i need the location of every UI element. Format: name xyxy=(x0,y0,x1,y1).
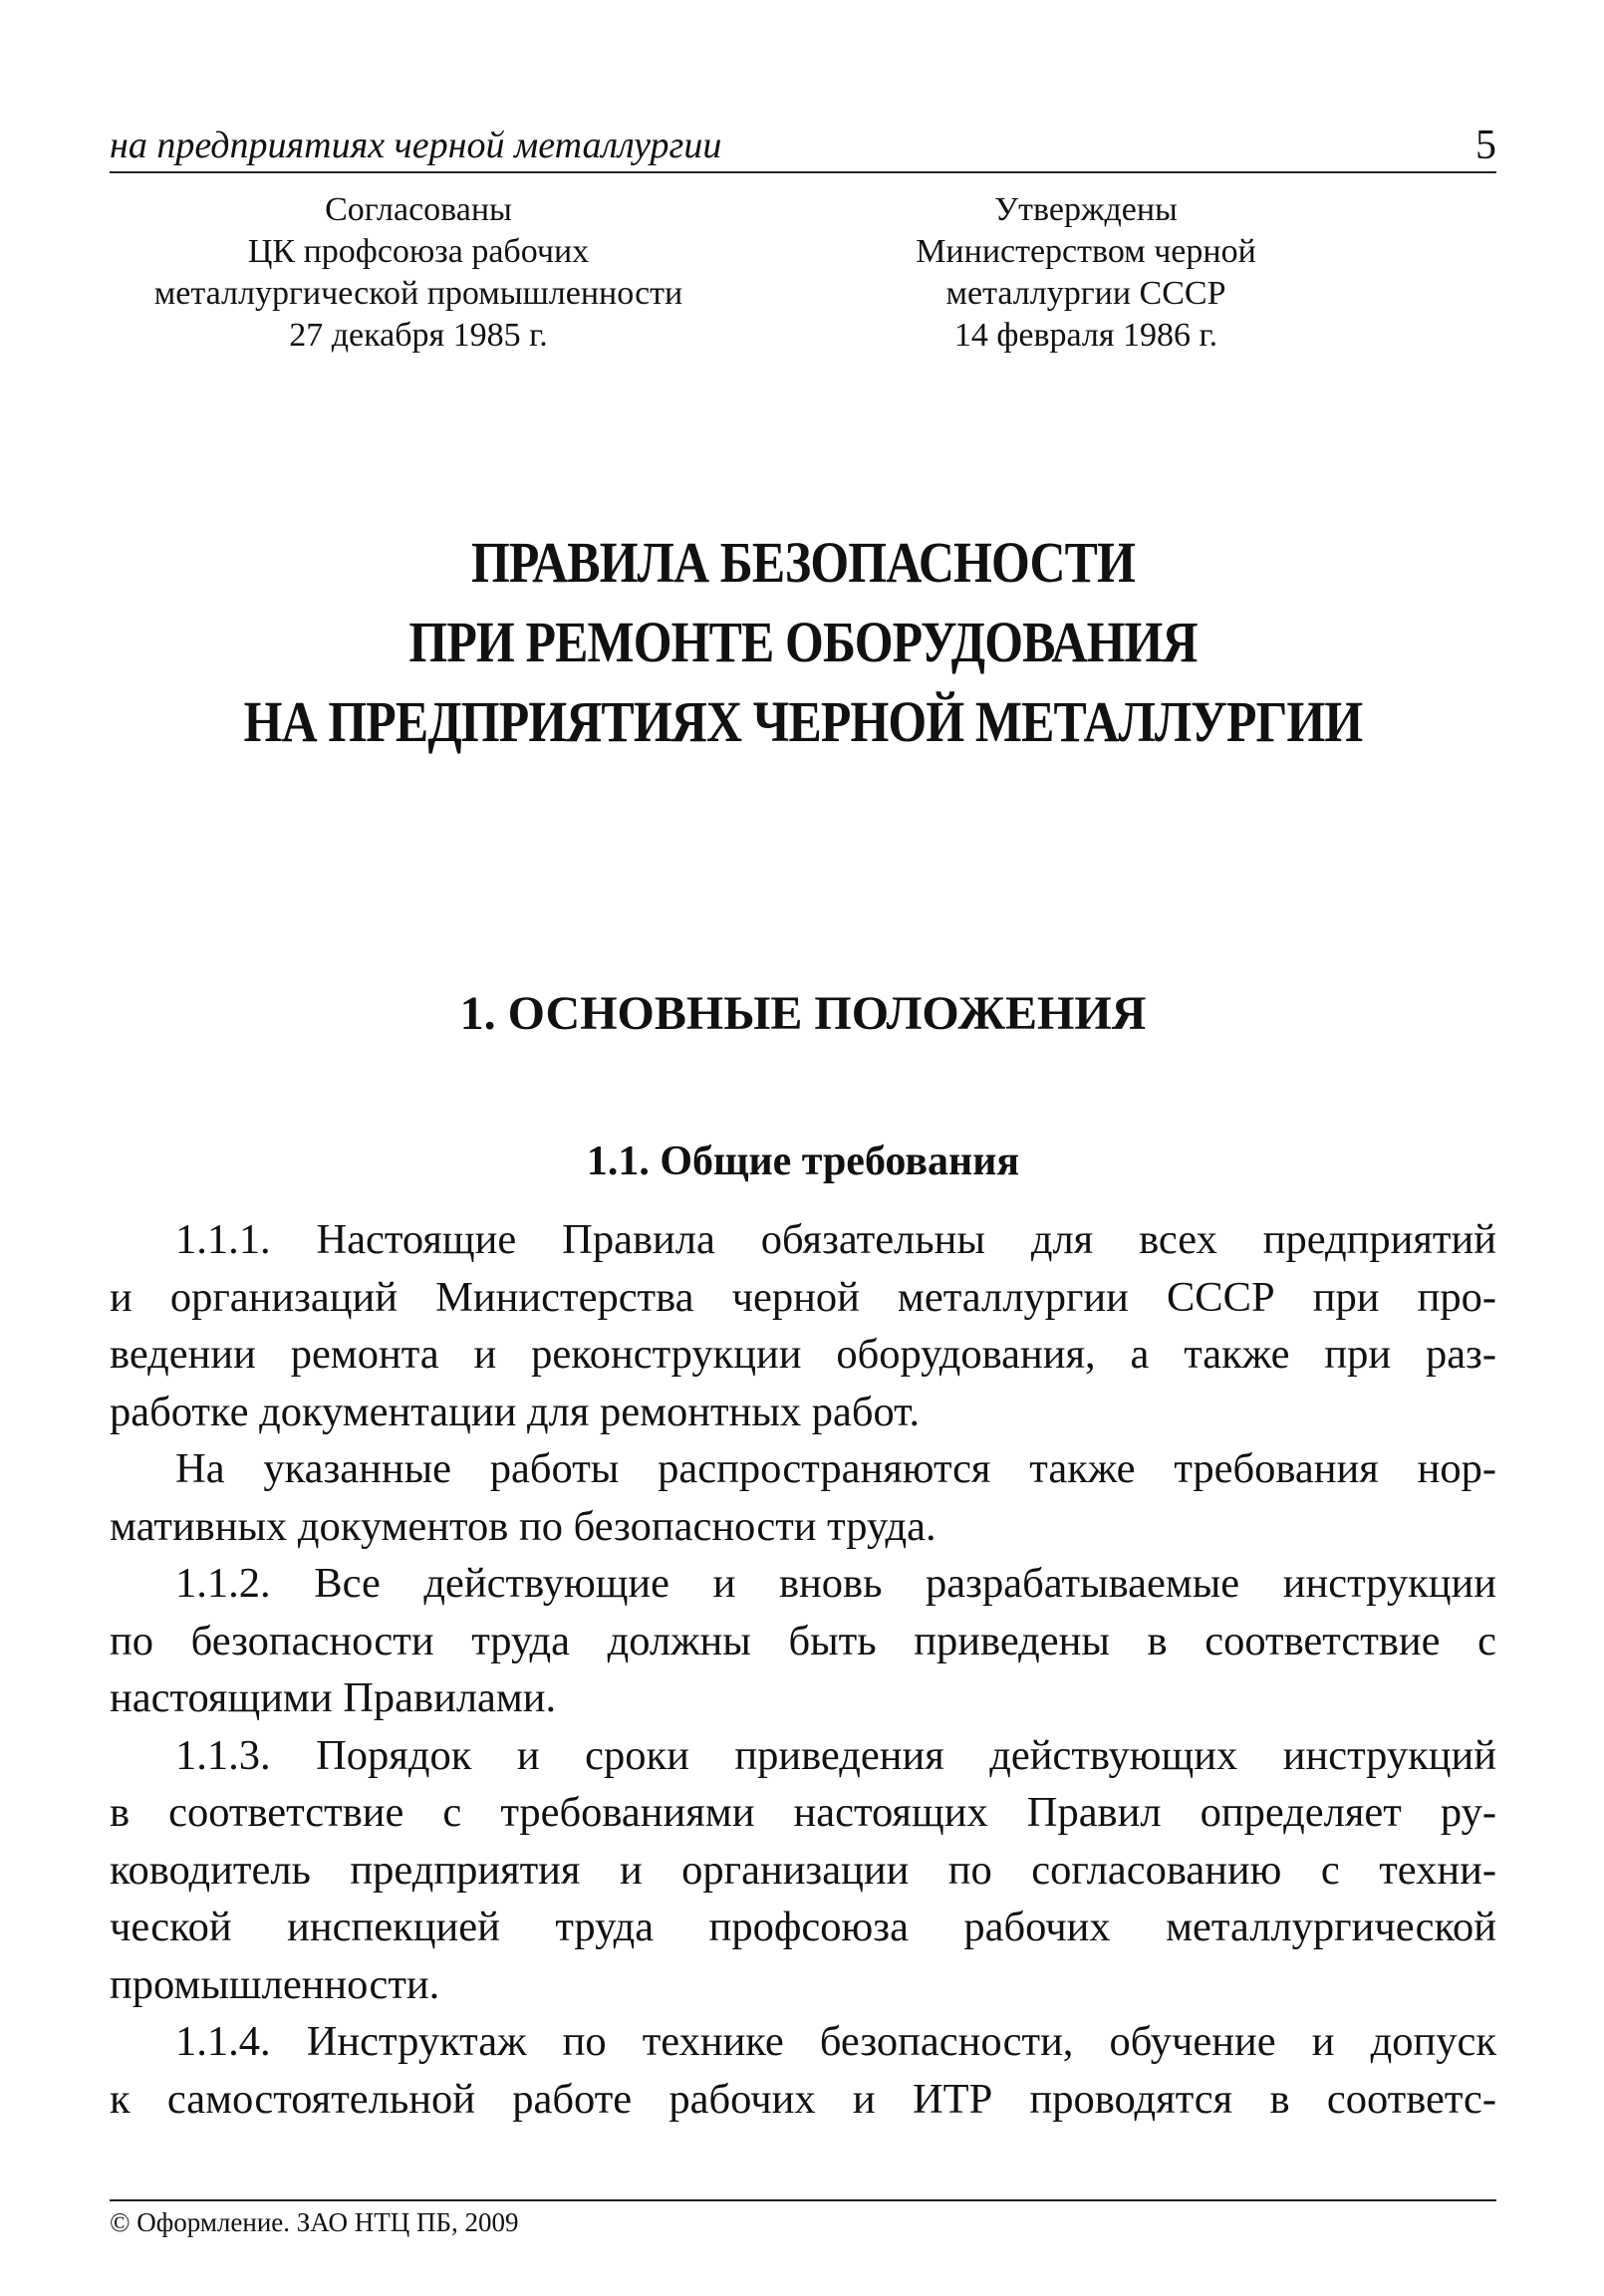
document-title xyxy=(110,523,1496,762)
paragraph xyxy=(110,2013,1496,2128)
approval-approved-line: металлургии СССР xyxy=(945,275,1226,312)
approval-approved-line: Министерством черной xyxy=(916,233,1256,270)
approvals xyxy=(110,189,1496,379)
approval-agreed-block xyxy=(110,189,727,357)
paragraph xyxy=(110,1211,1496,1440)
paragraph-line: 1.1.2. Все действующие и вновь разрабатываемые инструкции xyxy=(175,1560,1496,1607)
running-header xyxy=(110,112,1496,173)
paragraph-line: мативных документов по безопасности труда. xyxy=(110,1502,936,1550)
paragraph xyxy=(110,1440,1496,1555)
approval-approved-block xyxy=(877,189,1295,357)
paragraph-line: 1.1.3. Порядок и сроки приведения действующих инструкций xyxy=(175,1731,1496,1779)
approval-agreed-line: металлургической промышленности xyxy=(153,275,683,312)
approval-approved-line: Утверждены xyxy=(994,191,1178,228)
paragraph xyxy=(110,1555,1496,1727)
approval-agreed-line: Согласованы xyxy=(325,191,512,228)
paragraph-line: и организаций Министерства черной металлургии СССР при про- xyxy=(110,1273,1496,1321)
paragraph-line: в соответствие с требованиями настоящих Правил определяет ру- xyxy=(110,1789,1496,1836)
body-text xyxy=(110,1211,1496,2128)
paragraph-line: ческой инспекцией труда профсоюза рабочих металлургической xyxy=(110,1904,1496,1950)
paragraph-line: 1.1.1. Настоящие Правила обязательны для всех предприятий xyxy=(175,1216,1496,1263)
document-title-line: НА ПРЕДПРИЯТИЯХ ЧЕРНОЙ МЕТАЛЛУРГИИ xyxy=(243,689,1363,754)
document-title-line: ПРАВИЛА БЕЗОПАСНОСТИ xyxy=(470,530,1136,595)
document-title-line: ПРИ РЕМОНТЕ ОБОРУДОВАНИЯ xyxy=(408,610,1198,674)
paragraph-line: настоящими Правилами. xyxy=(110,1674,557,1721)
paragraph xyxy=(110,1727,1496,2014)
approval-approved-date: 14 февраля 1986 г. xyxy=(953,317,1218,354)
document-page xyxy=(110,0,1496,2296)
section-heading: 1. ОСНОВНЫЕ ПОЛОЖЕНИЯ xyxy=(459,987,1147,1040)
paragraph-line: 1.1.4. Инструктаж по технике безопасности, обучение и допуск xyxy=(175,2018,1496,2065)
approval-agreed-date: 27 декабря 1985 г. xyxy=(289,317,548,354)
paragraph-line: по безопасности труда должны быть приведены в соответствие с xyxy=(110,1617,1496,1664)
copyright-footer: © Оформление. ЗАО НТЦ ПБ, 2009 xyxy=(110,2199,1496,2238)
running-title: на предприятиях черной металлургии xyxy=(110,125,722,166)
subsection-heading: 1.1. Общие требования xyxy=(586,1139,1020,1184)
paragraph-line: ведении ремонта и реконструкции оборудования, а также при раз- xyxy=(110,1331,1496,1378)
paragraph-line: ководитель предприятия и организации по согласованию с техни- xyxy=(110,1846,1496,1894)
approval-agreed-line: ЦК профсоюза рабочих xyxy=(247,233,590,270)
paragraph-line: На указанные работы распространяются также требования нор- xyxy=(175,1445,1496,1492)
paragraph-line: к самостоятельной работе рабочих и ИТР проводятся в соответс- xyxy=(110,2075,1496,2123)
paragraph-line: промышленности. xyxy=(110,1960,440,2008)
page-number: 5 xyxy=(1475,123,1496,168)
paragraph-line: работке документации для ремонтных работ. xyxy=(110,1388,921,1435)
